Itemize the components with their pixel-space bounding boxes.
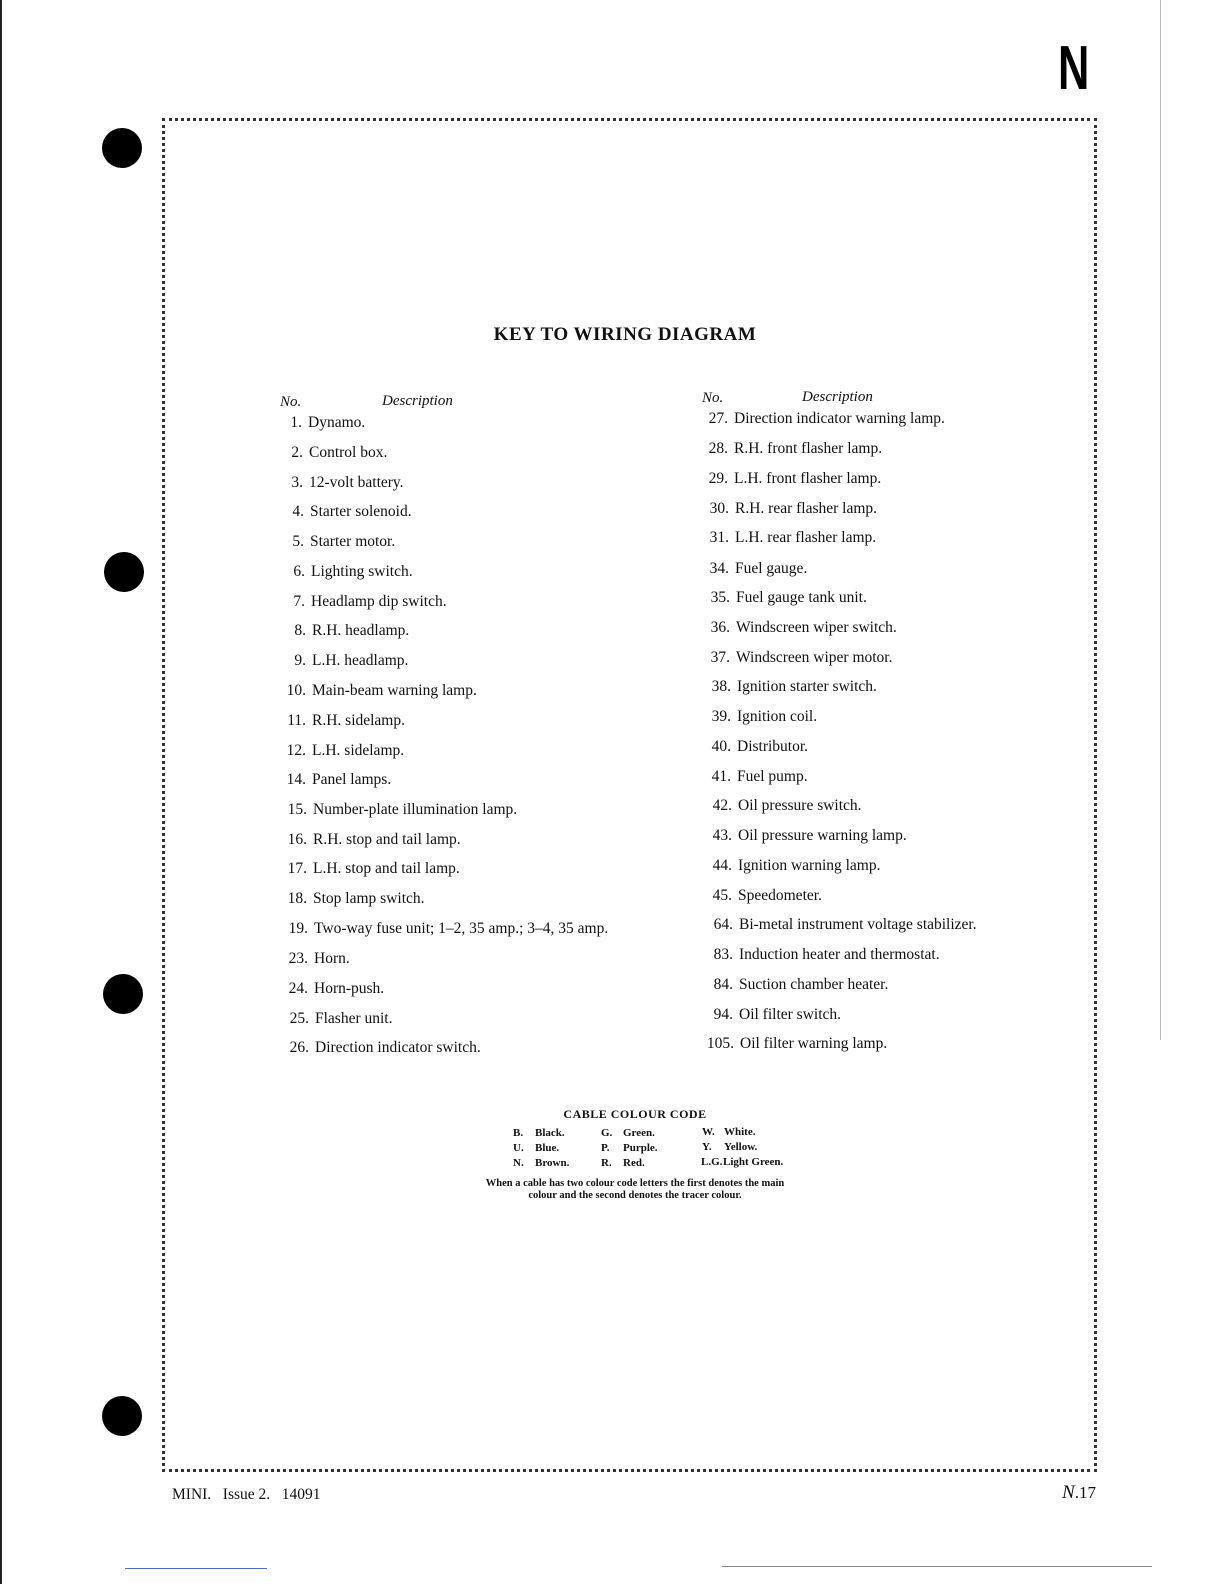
- key-item: [275, 831, 461, 849]
- cable-colour-entry: [702, 1141, 757, 1153]
- key-item-number: 17.: [287, 860, 307, 877]
- key-item-number: 38.: [711, 678, 731, 695]
- cable-colour-name: Yellow.: [724, 1141, 758, 1153]
- cable-colour-note: [430, 1178, 840, 1202]
- page-title: KEY TO WIRING DIAGRAM: [493, 324, 757, 345]
- cable-colour-letter: B.: [513, 1127, 524, 1139]
- cable-colour-letter: N.: [513, 1157, 524, 1169]
- key-item-description: Fuel gauge.: [735, 560, 808, 577]
- cable-colour-name: Blue.: [535, 1142, 560, 1154]
- key-item-number: 7.: [293, 593, 305, 610]
- scan-artifact-line: [125, 1568, 267, 1569]
- cable-colour-name: White.: [724, 1126, 756, 1138]
- key-item: [271, 474, 404, 492]
- footer-page-number: [1062, 1482, 1096, 1504]
- key-item-description: Induction heater and thermostat.: [739, 946, 940, 963]
- key-item-number: 37.: [710, 649, 730, 666]
- key-item-description: Distributor.: [737, 738, 809, 755]
- key-item-description: R.H. headlamp.: [312, 622, 410, 639]
- key-item: [274, 742, 404, 760]
- key-item-number: 16.: [287, 831, 307, 848]
- page-edge-left: [0, 0, 2, 1584]
- key-item-number: 40.: [711, 738, 731, 755]
- key-item-description: Starter solenoid.: [310, 503, 412, 520]
- key-item: [696, 410, 945, 428]
- key-item-number: 105.: [706, 1035, 734, 1052]
- key-item-number: 41.: [711, 768, 731, 785]
- cable-colour-entry: [701, 1156, 783, 1168]
- footer-section: N: [1062, 1482, 1075, 1503]
- key-item: [700, 797, 862, 815]
- key-item-description: L.H. stop and tail lamp.: [313, 860, 460, 877]
- key-item: [277, 1039, 481, 1057]
- key-item-description: Starter motor.: [310, 533, 396, 550]
- right-description-heading: Description: [802, 389, 873, 405]
- key-item-description: Oil pressure warning lamp.: [738, 827, 907, 844]
- binder-hole: [104, 552, 144, 592]
- key-item-number: 18.: [287, 890, 307, 907]
- key-item-description: Number-plate illumination lamp.: [313, 801, 518, 818]
- key-item: [699, 768, 808, 786]
- key-item-number: 42.: [712, 797, 732, 814]
- key-item-description: Direction indicator warning lamp.: [734, 410, 945, 427]
- key-item-description: Speedometer.: [738, 887, 822, 904]
- key-item: [274, 682, 477, 700]
- key-item-description: Ignition starter switch.: [737, 678, 877, 695]
- key-item-description: Stop lamp switch.: [313, 890, 425, 907]
- key-item-description: Horn-push.: [314, 980, 385, 997]
- key-item-number: 1.: [290, 414, 302, 431]
- key-item-description: Control box.: [309, 444, 388, 461]
- cable-colour-name: Green.: [623, 1127, 655, 1139]
- key-item: [698, 619, 897, 637]
- cable-colour-entry: [601, 1142, 658, 1154]
- key-item: [272, 533, 395, 551]
- key-item-number: 10.: [286, 682, 306, 699]
- cable-colour-entry: [513, 1157, 569, 1169]
- key-item: [699, 738, 808, 756]
- cable-colour-name: Brown.: [535, 1157, 570, 1169]
- key-item: [275, 890, 425, 908]
- key-item: [699, 678, 877, 696]
- key-item: [696, 470, 881, 488]
- key-item-number: 36.: [710, 619, 730, 636]
- key-item-description: Bi-metal instrument voltage stabilizer.: [739, 916, 977, 933]
- key-item: [274, 771, 391, 789]
- key-item-number: 27.: [708, 410, 728, 427]
- key-item-description: Windscreen wiper motor.: [736, 649, 893, 666]
- key-item-number: 84.: [713, 976, 733, 993]
- key-item-number: 30.: [709, 500, 729, 517]
- key-item-description: R.H. front flasher lamp.: [734, 440, 883, 457]
- key-item-description: Fuel gauge tank unit.: [736, 589, 867, 606]
- key-item-number: 14.: [286, 771, 306, 788]
- key-item-description: Two-way fuse unit; 1–2, 35 amp.; 3–4, 35 amp.: [314, 920, 609, 937]
- key-item: [274, 622, 409, 640]
- cable-colour-entry: [601, 1127, 655, 1139]
- key-item-number: 23.: [288, 950, 308, 967]
- key-item-description: Dynamo.: [308, 414, 366, 431]
- section-letter: N: [1058, 34, 1090, 103]
- key-item-description: Headlamp dip switch.: [311, 593, 447, 610]
- key-item: [277, 1010, 393, 1028]
- cable-colour-name: Black.: [535, 1127, 565, 1139]
- key-item: [271, 444, 387, 462]
- key-item-number: 6.: [293, 563, 305, 580]
- key-item-number: 29.: [708, 470, 728, 487]
- key-item: [697, 500, 877, 518]
- key-item-number: 9.: [294, 652, 306, 669]
- cable-colour-name: Red.: [623, 1157, 645, 1169]
- key-item-description: 12-volt battery.: [309, 474, 404, 491]
- cable-colour-letter: L.G.: [701, 1156, 723, 1168]
- key-item-number: 11.: [287, 712, 306, 729]
- key-item-description: Ignition coil.: [737, 708, 818, 725]
- key-item-description: R.H. sidelamp.: [312, 712, 405, 729]
- key-item-number: 44.: [712, 857, 732, 874]
- key-item-description: Windscreen wiper switch.: [736, 619, 897, 636]
- key-item: [696, 440, 882, 458]
- key-item: [700, 857, 881, 875]
- key-item-number: 8.: [294, 622, 306, 639]
- key-item-description: L.H. headlamp.: [312, 652, 409, 669]
- key-item-number: 43.: [712, 827, 732, 844]
- key-item: [698, 589, 867, 607]
- right-number-heading: No.: [702, 390, 724, 406]
- key-item: [697, 529, 876, 547]
- key-item-description: Fuel pump.: [737, 768, 808, 785]
- key-item-description: L.H. front flasher lamp.: [734, 470, 882, 487]
- cable-colour-letter: U.: [513, 1142, 524, 1154]
- key-item-description: Direction indicator switch.: [315, 1039, 481, 1056]
- key-item-description: Oil filter warning lamp.: [740, 1035, 888, 1052]
- key-item-description: Flasher unit.: [315, 1010, 393, 1027]
- key-item: [273, 563, 413, 581]
- footer-page: .17: [1074, 1483, 1096, 1502]
- key-item-number: 83.: [713, 946, 733, 963]
- key-item: [697, 560, 807, 578]
- binder-hole: [102, 1396, 142, 1436]
- key-item-number: 45.: [712, 887, 732, 904]
- key-item-number: 2.: [291, 444, 303, 461]
- cable-colour-entry: [601, 1157, 645, 1169]
- key-item: [276, 920, 608, 938]
- key-item-number: 19.: [288, 920, 308, 937]
- footer-issue: MINI. Issue 2. 14091: [172, 1486, 321, 1503]
- key-item-number: 12.: [286, 742, 306, 759]
- key-item-number: 4.: [292, 503, 304, 520]
- key-item: [274, 652, 408, 670]
- key-item: [275, 801, 517, 819]
- key-item: [274, 712, 405, 730]
- key-item-description: L.H. rear flasher lamp.: [735, 529, 877, 546]
- cable-colour-entry: [513, 1142, 559, 1154]
- cable-colour-name: Purple.: [623, 1142, 658, 1154]
- key-item: [699, 708, 817, 726]
- key-item: [272, 503, 412, 521]
- key-item-number: 25.: [289, 1010, 309, 1027]
- key-item: [273, 593, 447, 611]
- cable-colour-letter: G.: [601, 1127, 613, 1139]
- binder-hole: [103, 974, 143, 1014]
- key-item-number: 35.: [710, 589, 730, 606]
- key-item-number: 39.: [711, 708, 731, 725]
- key-item: [701, 1006, 841, 1024]
- key-item-description: R.H. stop and tail lamp.: [313, 831, 461, 848]
- key-item-number: 3.: [291, 474, 303, 491]
- key-item-description: Oil filter switch.: [739, 1006, 842, 1023]
- key-item-number: 15.: [287, 801, 307, 818]
- key-item-description: L.H. sidelamp.: [312, 742, 405, 759]
- cable-colour-letter: R.: [601, 1157, 612, 1169]
- binder-hole: [102, 128, 142, 168]
- key-item: [698, 649, 892, 667]
- key-item-description: R.H. rear flasher lamp.: [735, 500, 878, 517]
- cable-colour-note-line: colour and the second denotes the tracer colour.: [528, 1190, 742, 1201]
- key-item-description: Horn.: [314, 950, 350, 967]
- key-item: [270, 414, 365, 432]
- cable-colour-note-line: When a cable has two colour code letters the first denotes the main: [485, 1178, 785, 1189]
- key-item-number: 5.: [292, 533, 304, 550]
- key-item: [275, 860, 460, 878]
- cable-colour-letter: Y.: [702, 1141, 712, 1153]
- key-item: [701, 916, 977, 934]
- key-item-number: 26.: [289, 1039, 309, 1056]
- key-item-description: Main-beam warning lamp.: [312, 682, 477, 699]
- key-item-description: Suction chamber heater.: [739, 976, 889, 993]
- cable-colour-letter: W.: [702, 1126, 715, 1138]
- key-item: [701, 976, 888, 994]
- cable-colour-entry: [513, 1127, 565, 1139]
- key-item: [700, 887, 822, 905]
- key-item-number: 28.: [708, 440, 728, 457]
- cable-colour-entry: [702, 1126, 755, 1138]
- key-item-description: Ignition warning lamp.: [738, 857, 881, 874]
- cable-colour-letter: P.: [601, 1142, 610, 1154]
- cable-colour-code-title: CABLE COLOUR CODE: [563, 1107, 707, 1121]
- key-item: [700, 827, 907, 845]
- key-item-description: Lighting switch.: [311, 563, 413, 580]
- key-item-number: 64.: [713, 916, 733, 933]
- key-item-number: 31.: [709, 529, 729, 546]
- key-item-number: 24.: [288, 980, 308, 997]
- key-item-description: Oil pressure switch.: [738, 797, 862, 814]
- key-item-description: Panel lamps.: [312, 771, 392, 788]
- left-number-heading: No.: [280, 394, 302, 410]
- page-edge-right: [1160, 0, 1161, 1040]
- scan-artifact-line: [722, 1566, 1152, 1567]
- cable-colour-name: Light Green.: [723, 1156, 784, 1168]
- key-item: [701, 946, 940, 964]
- key-item-number: 94.: [713, 1006, 733, 1023]
- left-description-heading: Description: [382, 393, 453, 409]
- key-item-number: 34.: [709, 560, 729, 577]
- dotted-frame: [162, 118, 1097, 1472]
- key-item: [276, 950, 350, 968]
- key-item: [702, 1035, 887, 1053]
- key-item: [276, 980, 384, 998]
